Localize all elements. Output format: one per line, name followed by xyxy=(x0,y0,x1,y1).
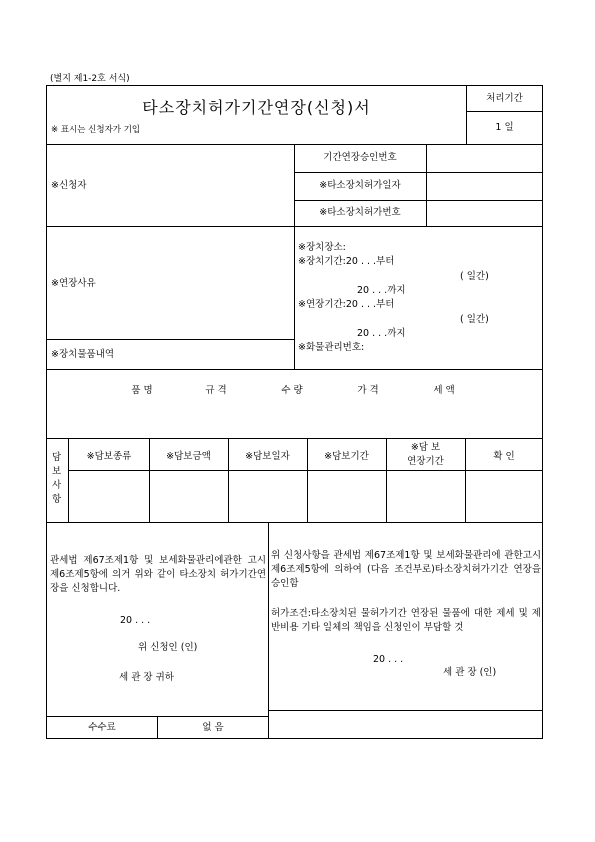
approval-condition: 허가조건:타소장치된 물허가기간 연장된 물품에 대한 제세 및 제반비용 기타 일체의 책임을 신청인이 부담할 것 xyxy=(271,608,541,633)
storage-days: ( 일간) xyxy=(460,271,489,282)
collateral-confirm-field[interactable] xyxy=(466,471,542,522)
form-number-label: (별지 제1-2호 서식) xyxy=(50,74,130,84)
collateral-header-extension: ※담 보 xyxy=(410,442,441,453)
goods-header-tax: 세 액 xyxy=(433,385,455,396)
extension-reason-label: ※연장사유 xyxy=(51,278,96,289)
application-date: 20 . . . xyxy=(120,615,151,626)
processing-period-label: 처리기간 xyxy=(486,93,523,104)
application-statement: 관세법 제67조제1항 및 보세화물관리에관한 고시 제6조제5항에 의거 위와 같이 타소장치 허가기간연장을 신청합니다. xyxy=(50,555,266,594)
collateral-side-label-1: 담 xyxy=(52,452,62,463)
storage-place: ※장치장소: xyxy=(298,242,346,253)
collateral-header-extension-period: 연장기간 xyxy=(407,456,444,467)
extension-period-from: ※연장기간:20 . . .부터 xyxy=(298,299,395,310)
collateral-date-field[interactable] xyxy=(229,471,307,522)
collateral-amount-field[interactable] xyxy=(150,471,228,522)
permit-number-label: ※타소장치허가번호 xyxy=(319,207,401,218)
extension-days: ( 일간) xyxy=(460,314,489,325)
collateral-header-date: ※담보일자 xyxy=(245,451,290,462)
permit-date-label: ※타소장치허가일자 xyxy=(319,180,401,191)
permit-date-field[interactable] xyxy=(427,173,542,200)
storage-period-to: 20 . . .까지 xyxy=(357,285,406,296)
processing-period-value: 1 일 xyxy=(495,122,514,133)
collateral-extension-field[interactable] xyxy=(387,471,465,522)
approval-statement: 위 신청사항을 관세법 제67조제1항 및 보세화물관리에 관한고시 제6조제5항에 의하여 (다음 조건부로)타소장치허가기간 연장을 승인함 xyxy=(271,550,541,589)
collateral-header-amount: ※담보금액 xyxy=(166,451,211,462)
goods-header-name: 품 명 xyxy=(131,385,153,396)
fee-value: 없 음 xyxy=(202,722,224,733)
applicant-label: ※신청자 xyxy=(51,180,87,191)
goods-header-spec: 규 격 xyxy=(205,385,227,396)
application-addressee: 세 관 장 귀하 xyxy=(119,672,174,683)
collateral-side-label-2: 보 xyxy=(52,466,62,477)
form-note: ※ 표시는 신청자가 기입 xyxy=(51,125,141,135)
applicant-signature: 위 신청인 (인) xyxy=(138,642,198,653)
permit-number-field[interactable] xyxy=(427,201,542,226)
approval-number-field[interactable] xyxy=(427,145,542,172)
collateral-type-field[interactable] xyxy=(69,471,149,522)
extension-period-to: 20 . . .까지 xyxy=(357,328,406,339)
collateral-header-period: ※담보기간 xyxy=(324,451,369,462)
page-title: 타소장치허가기간연장(신청)서 xyxy=(142,98,371,117)
goods-detail-label: ※장치물품내역 xyxy=(51,349,115,360)
storage-period-from: ※장치기간:20 . . .부터 xyxy=(298,256,395,267)
cargo-management-number: ※화물관리번호: xyxy=(298,342,365,353)
collateral-header-confirm: 확 인 xyxy=(493,451,515,462)
collateral-side-label-4: 항 xyxy=(52,494,62,505)
approval-date: 20 . . . xyxy=(373,654,404,665)
collateral-side-label-3: 사 xyxy=(52,480,62,491)
collateral-header-type: ※담보종류 xyxy=(86,451,132,462)
goods-entry-area[interactable] xyxy=(48,402,542,437)
fee-label: 수수료 xyxy=(88,722,116,733)
goods-header-price: 가 격 xyxy=(357,385,379,396)
goods-header-quantity: 수 량 xyxy=(281,385,303,396)
collateral-period-field[interactable] xyxy=(308,471,386,522)
approval-signer: 세 관 장 (인) xyxy=(443,667,497,678)
approval-number-label: 기간연장승인번호 xyxy=(323,152,397,163)
